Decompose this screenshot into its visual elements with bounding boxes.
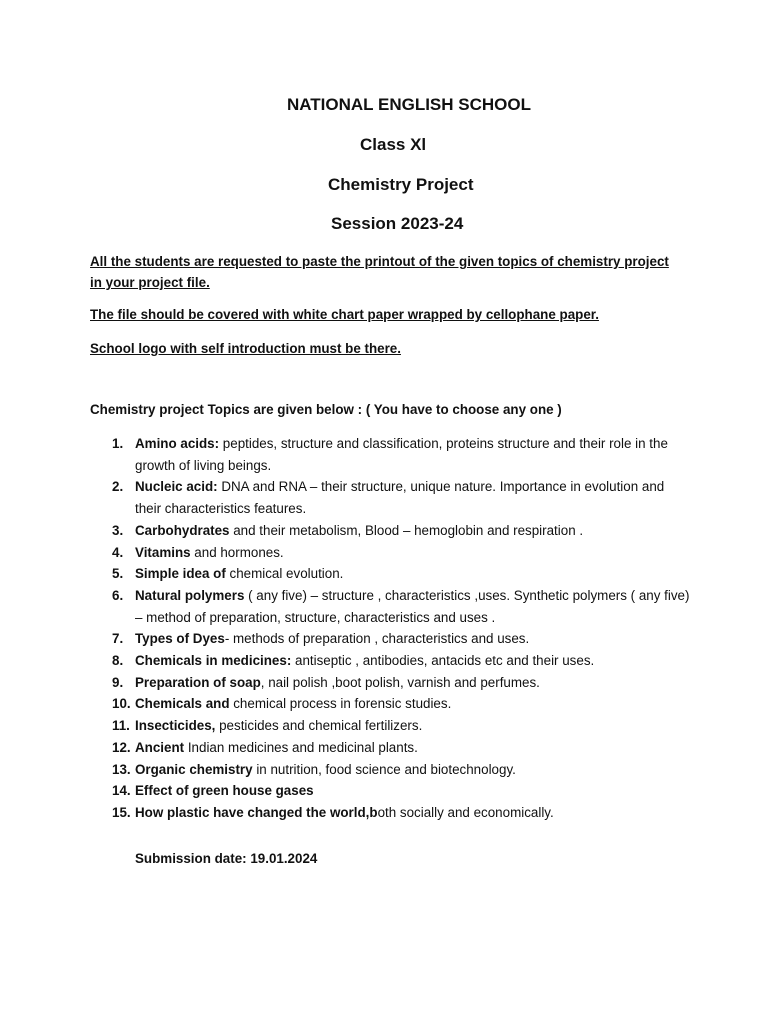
- topic-number: 15.: [112, 804, 131, 820]
- topic-item: [90, 802, 690, 824]
- submission-date: Submission date: 19.01.2024: [135, 851, 318, 866]
- topic-number: 8.: [112, 653, 124, 669]
- topic-description: , nail polish ,boot polish, varnish and perfumes.: [260, 674, 540, 690]
- topic-description: antiseptic , antibodies, antacids etc and their uses.: [291, 653, 595, 669]
- topic-item: [90, 520, 690, 542]
- topic-number: 14.: [112, 783, 131, 799]
- topic-list: [90, 433, 690, 824]
- notice-file-cover: The file should be covered with white chart paper wrapped by cellophane paper.: [90, 307, 599, 322]
- topic-title: Chemicals and: [135, 696, 230, 712]
- topic-number: 10.: [112, 696, 131, 712]
- subject-title: Chemistry Project: [328, 175, 474, 194]
- topic-title: Preparation of soap: [135, 674, 261, 690]
- topic-item: [90, 780, 690, 802]
- topic-title: Effect of green house gases: [135, 783, 314, 799]
- topic-item: [90, 759, 690, 781]
- topic-number: 9.: [112, 674, 124, 690]
- topic-number: 11.: [112, 718, 130, 734]
- topic-item: [90, 737, 690, 759]
- notice-paste-printout: All the students are requested to paste the printout of the given topics of chemistry project in your project file.: [90, 254, 669, 290]
- class-title: Class Xl: [360, 135, 427, 154]
- topic-description: chemical process in forensic studies.: [229, 696, 452, 712]
- topic-number: 5.: [112, 566, 124, 582]
- topic-item: [90, 693, 690, 715]
- topic-description: and hormones.: [190, 544, 284, 560]
- topic-description: ( any five) – structure , characteristics ,uses. Synthetic polymers ( any five) – method of preparation, structure, characteristics and uses .: [135, 587, 690, 625]
- topic-description: and their metabolism, Blood – hemoglobin and respiration .: [229, 522, 584, 538]
- topic-number: 12.: [112, 739, 131, 755]
- topic-item: [90, 476, 690, 519]
- topic-title: Carbohydrates: [135, 522, 230, 538]
- topic-title: Insecticides,: [135, 718, 216, 734]
- topic-title: Natural polymers: [135, 587, 245, 603]
- topic-item: [90, 715, 690, 737]
- topic-number: 7.: [112, 631, 124, 647]
- topic-item: [90, 542, 690, 564]
- topic-number: 6.: [112, 587, 124, 603]
- topic-description: in nutrition, food science and biotechnology.: [252, 761, 516, 777]
- topic-number: 3.: [112, 522, 124, 538]
- topic-description: peptides, structure and classification, proteins structure and their role in the growth of living beings.: [135, 436, 668, 473]
- school-name: NATIONAL ENGLISH SCHOOL: [287, 95, 531, 114]
- topic-title: Amino acids:: [135, 436, 220, 451]
- topic-item: [90, 585, 690, 628]
- topic-number: 13.: [112, 761, 131, 777]
- topic-number: 4.: [112, 544, 124, 560]
- topic-number: 1.: [112, 436, 124, 451]
- topic-description: pesticides and chemical fertilizers.: [215, 718, 423, 734]
- topic-item: [90, 433, 690, 476]
- topic-item: [90, 563, 690, 585]
- topic-description: - methods of preparation , characteristics and uses.: [224, 631, 530, 647]
- topic-title: Types of Dyes: [135, 631, 225, 647]
- topic-title: Nucleic acid:: [135, 479, 218, 495]
- topic-title: Ancient: [135, 739, 185, 755]
- notice-school-logo: School logo with self introduction must be there.: [90, 341, 401, 356]
- topic-description: Indian medicines and medicinal plants.: [184, 739, 418, 755]
- topic-title: Simple idea of: [135, 566, 226, 582]
- session-title: Session 2023-24: [331, 214, 464, 233]
- topics-intro: Chemistry project Topics are given below : ( You have to choose any one ): [90, 402, 562, 417]
- topic-title: Organic chemistry: [135, 761, 253, 777]
- topic-item: [90, 628, 690, 650]
- topic-item: [90, 650, 690, 672]
- topic-description: chemical evolution.: [225, 566, 344, 582]
- topic-title: Chemicals in medicines:: [135, 653, 292, 669]
- topic-description: oth socially and economically.: [377, 804, 554, 820]
- topic-item: [90, 672, 690, 694]
- topic-description: DNA and RNA – their structure, unique nature. Importance in evolution and their characteristics features.: [135, 479, 665, 517]
- topic-title: How plastic have changed the world,b: [135, 804, 378, 820]
- topic-number: 2.: [112, 479, 124, 495]
- topic-title: Vitamins: [135, 544, 191, 560]
